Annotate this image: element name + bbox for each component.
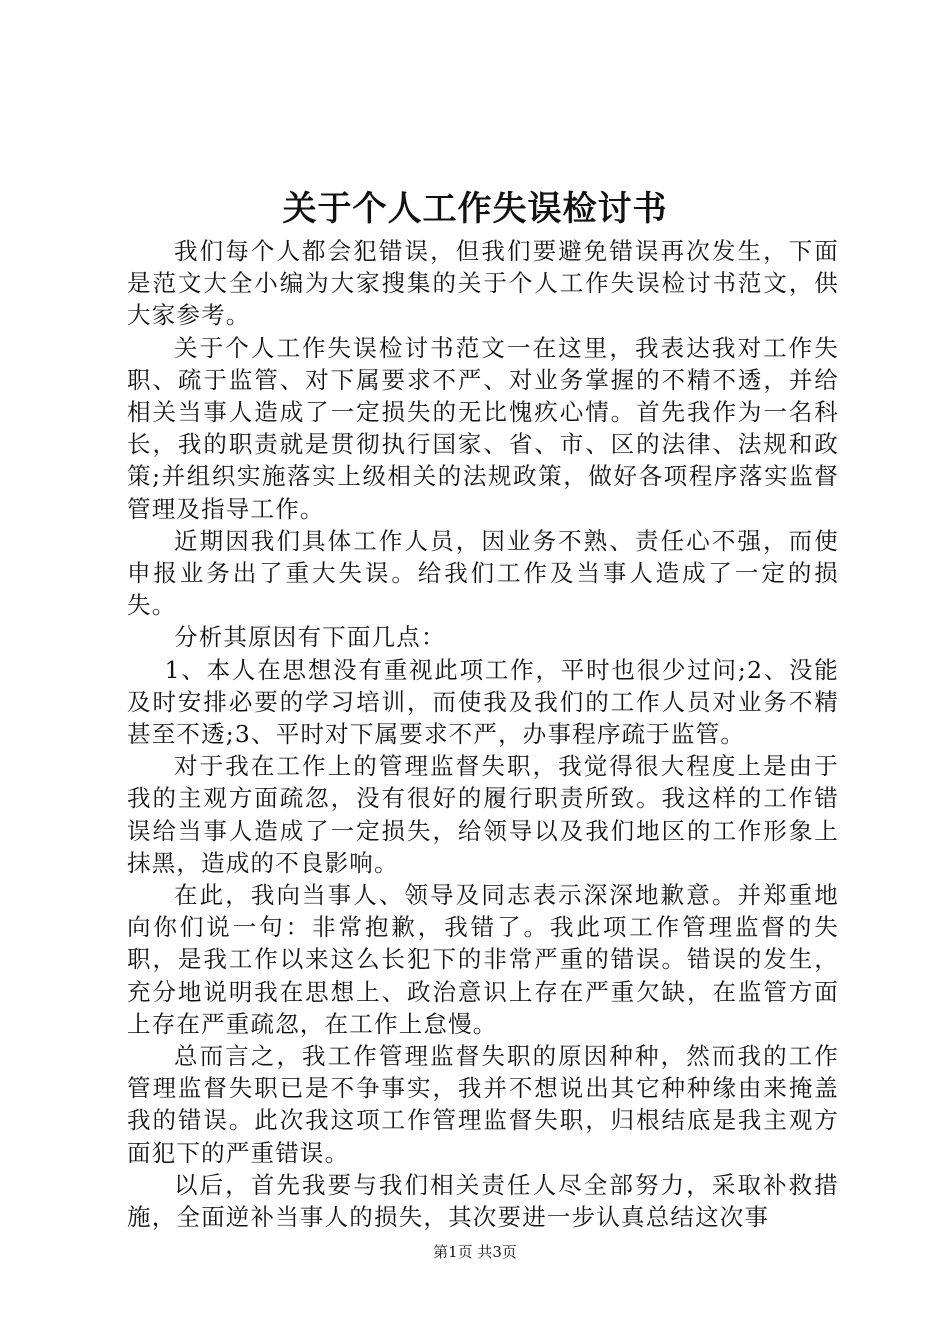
paragraph-intro: 我们每个人都会犯错误，但我们要避免错误再次发生，下面是范文大全小编为大家搜集的关于个人工作失误检讨书范文，供大家参考。 bbox=[127, 237, 839, 330]
paragraph-recent-error: 近期因我们具体工作人员，因业务不熟、责任心不强，而使申报业务出了重大失误。给我们工作及当事人造成了一定的损失。 bbox=[127, 526, 839, 620]
paragraph-reasons-list: 1、本人在思想没有重视此项工作，平时也很少过问;2、没能及时安排必要的学习培训，而使我及我们的工作人员对业务不精甚至不透;3、平时对下属要求不严，办事程序疏于监管。 bbox=[127, 655, 839, 749]
paragraph-analysis-heading: 分析其原因有下面几点： bbox=[174, 623, 446, 652]
paragraph-apology: 在此，我向当事人、领导及同志表示深深地歉意。并郑重地向你们说一句：非常抱歉，我错了。我此项工作管理监督的失职，是我工作以来这么长犯下的非常严重的错误。错误的发生，充分地说明我在思想上、政治意识上存在严重欠缺，在监管方面上存在严重疏忽，在工作上怠慢。 bbox=[127, 881, 839, 1038]
paragraph-summary: 总而言之，我工作管理监督失职的原因种种，然而我的工作管理监督失职已是不争事实，我并不想说出其它种种缘由来掩盖我的错误。此次我这项工作管理监督失职，归根结底是我主观方面犯下的严重错误。 bbox=[127, 1042, 839, 1167]
paragraph-responsibility: 对于我在工作上的管理监督失职，我觉得很大程度上是由于我的主观方面疏忽，没有很好的履行职责所致。我这样的工作错误给当事人造成了一定损失，给领导以及我们地区的工作形象上抹黑，造成的不良影响。 bbox=[127, 752, 839, 877]
paragraph-sample-one: 关于个人工作失误检讨书范文一在这里，我表达我对工作失职、疏于监管、对下属要求不严、对业务掌握的不精不透，并给相关当事人造成了一定损失的无比愧疚心情。首先我作为一名科长，我的职责就是贯彻执行国家、省、市、区的法律、法规和政策;并组织实施落实上级相关的法规政策，做好各项程序落实监督管理及指导工作。 bbox=[127, 333, 839, 523]
document-title: 关于个人工作失误检讨书 bbox=[282, 189, 668, 229]
paragraph-future-actions: 以后，首先我要与我们相关责任人尽全部努力，采取补救措施，全面逆补当事人的损失，其次要进一步认真总结这次事 bbox=[127, 1170, 839, 1232]
page-number-footer: 第1页 共3页 bbox=[433, 1243, 517, 1261]
document-body bbox=[127, 235, 839, 1233]
